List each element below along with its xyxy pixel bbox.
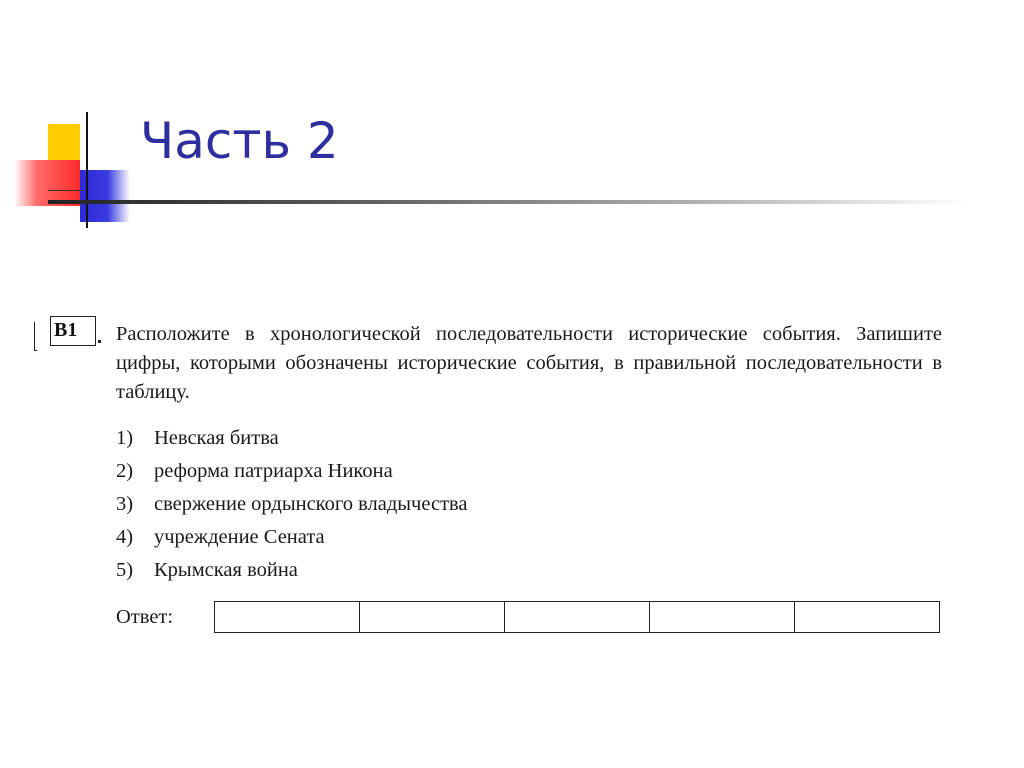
event-text: реформа патриарха Никона	[154, 460, 393, 482]
task-number-box	[34, 316, 98, 350]
answer-cell-5[interactable]	[795, 602, 940, 633]
short-rule	[48, 190, 84, 191]
task-block	[34, 316, 954, 646]
list-item	[116, 521, 468, 554]
event-number: 2)	[116, 460, 134, 482]
slide-title: Часть 2	[140, 112, 339, 170]
answer-table	[214, 601, 940, 633]
events-list	[116, 422, 468, 587]
task-number-bracket	[34, 322, 37, 351]
event-text: Крымская война	[154, 559, 298, 581]
table-row	[215, 602, 940, 633]
event-number: 4)	[116, 526, 134, 548]
list-item	[116, 455, 468, 488]
task-number-mark	[98, 340, 101, 343]
event-number: 5)	[116, 559, 134, 581]
event-text: свержение ордынского владычества	[154, 493, 468, 515]
task-number: В1	[54, 319, 78, 341]
list-item	[116, 422, 468, 455]
answer-cell-2[interactable]	[360, 602, 505, 633]
list-item	[116, 488, 468, 521]
title-underline	[48, 200, 968, 204]
answer-cell-1[interactable]	[215, 602, 360, 633]
event-number: 3)	[116, 493, 134, 515]
answer-cell-4[interactable]	[650, 602, 795, 633]
event-text: Невская битва	[154, 427, 279, 449]
event-text: учреждение Сената	[154, 526, 325, 548]
event-number: 1)	[116, 427, 134, 449]
answer-cell-3[interactable]	[505, 602, 650, 633]
answer-label: Ответ:	[116, 606, 174, 628]
yellow-square	[48, 124, 80, 164]
task-instruction: Расположите в хронологической последовательности исторические события. Запишите цифры, которыми обозначены исторические события, в правильной последовательности в таблицу.	[116, 323, 942, 403]
list-item	[116, 554, 468, 587]
vertical-rule	[86, 112, 88, 228]
